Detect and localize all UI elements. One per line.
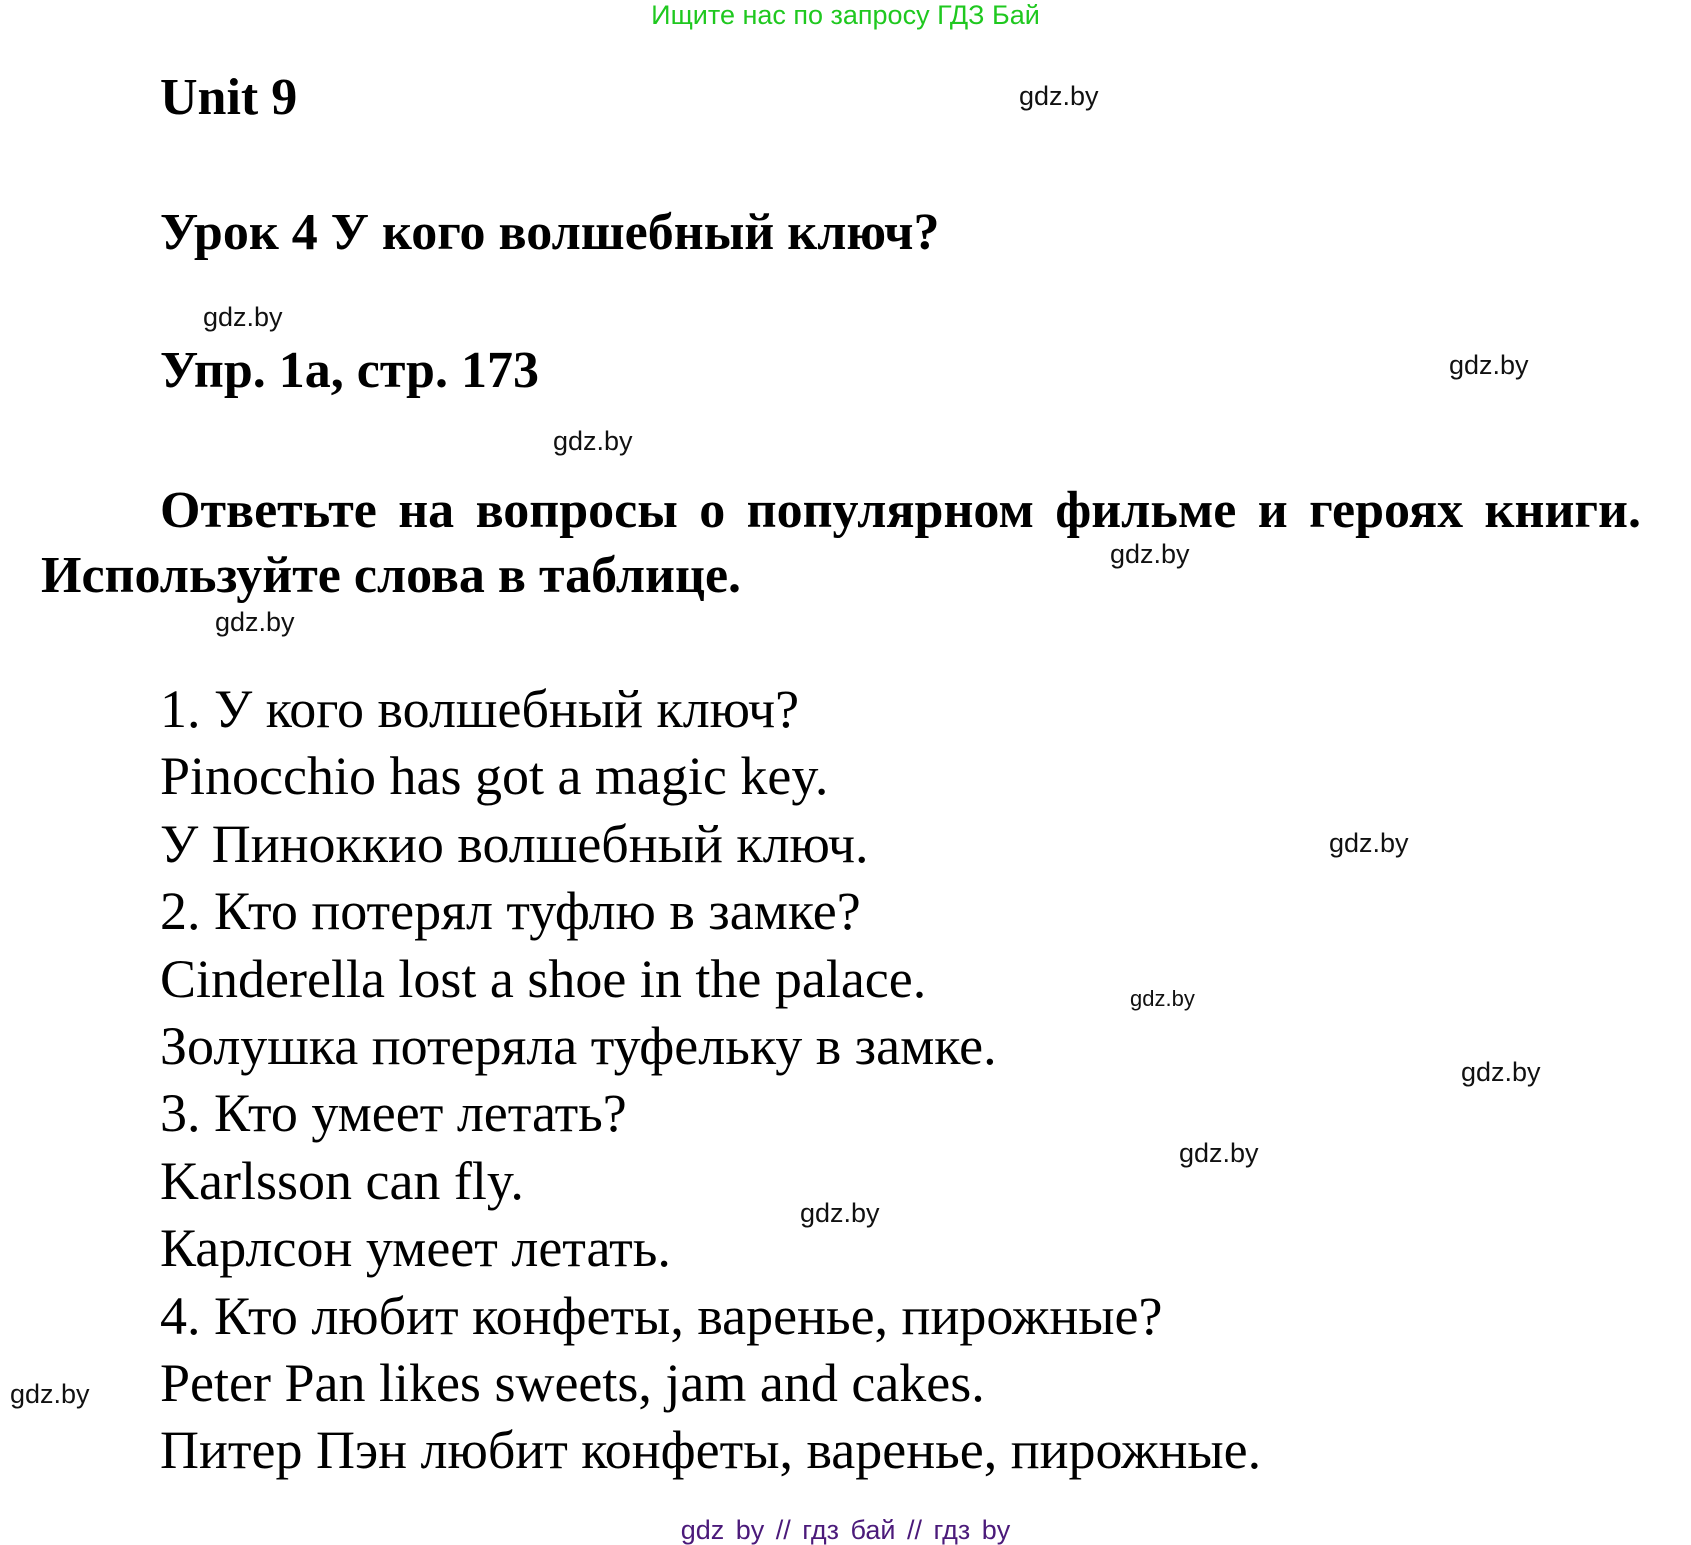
answer-4-en: Peter Pan likes sweets, jam and cakes. — [160, 1352, 985, 1413]
search-hint-banner: Ищите нас по запросу ГДЗ Бай — [651, 0, 1040, 30]
watermark: gdz.by — [1019, 81, 1099, 111]
watermark: gdz.by — [1461, 1057, 1541, 1087]
answer-2-en: Cinderella lost a shoe in the palace. — [160, 948, 927, 1009]
answer-3-en: Karlsson can fly. — [160, 1150, 524, 1211]
watermark: gdz.by — [1179, 1138, 1259, 1168]
answer-list — [160, 676, 1261, 1485]
answer-1-en: Pinocchio has got a magic key. — [160, 746, 829, 807]
unit-heading: Unit 9 — [160, 69, 298, 126]
watermark: gdz.by — [203, 302, 283, 332]
question-2: 2. Кто потерял туфлю в замке? — [160, 881, 861, 942]
watermark: gdz.by — [800, 1198, 880, 1228]
footer-links: gdz by // гдз бай // гдз by — [680, 1515, 1011, 1545]
answer-2-ru: Золушка потеряла туфельку в замке. — [160, 1015, 997, 1076]
answer-4-ru: Питер Пэн любит конфеты, варенье, пирожные. — [160, 1420, 1262, 1481]
watermark: gdz.by — [1110, 539, 1190, 569]
question-1: 1. У кого волшебный ключ? — [160, 679, 800, 739]
answer-1-ru: У Пиноккио волшебный ключ. — [160, 813, 869, 874]
answer-3-ru: Карлсон умеет летать. — [160, 1218, 671, 1279]
watermark: gdz.by — [10, 1379, 90, 1409]
exercise-reference: Упр. 1a, стр. 173 — [160, 342, 539, 399]
lesson-title: Урок 4 У кого волшебный ключ? — [160, 204, 940, 261]
watermark: gdz.by — [1449, 350, 1529, 380]
watermark: gdz.by — [1329, 828, 1409, 858]
watermark: gdz.by — [1130, 986, 1195, 1011]
watermark: gdz.by — [553, 426, 633, 456]
question-4: 4. Кто любит конфеты, варенье, пирожные? — [160, 1285, 1163, 1346]
watermark: gdz.by — [215, 607, 295, 637]
task-instructions: Ответьте на вопросы о популярном фильме и героях книги. Используйте слова в таблице. — [41, 482, 1641, 604]
question-3: 3. Кто умеет летать? — [160, 1083, 627, 1144]
